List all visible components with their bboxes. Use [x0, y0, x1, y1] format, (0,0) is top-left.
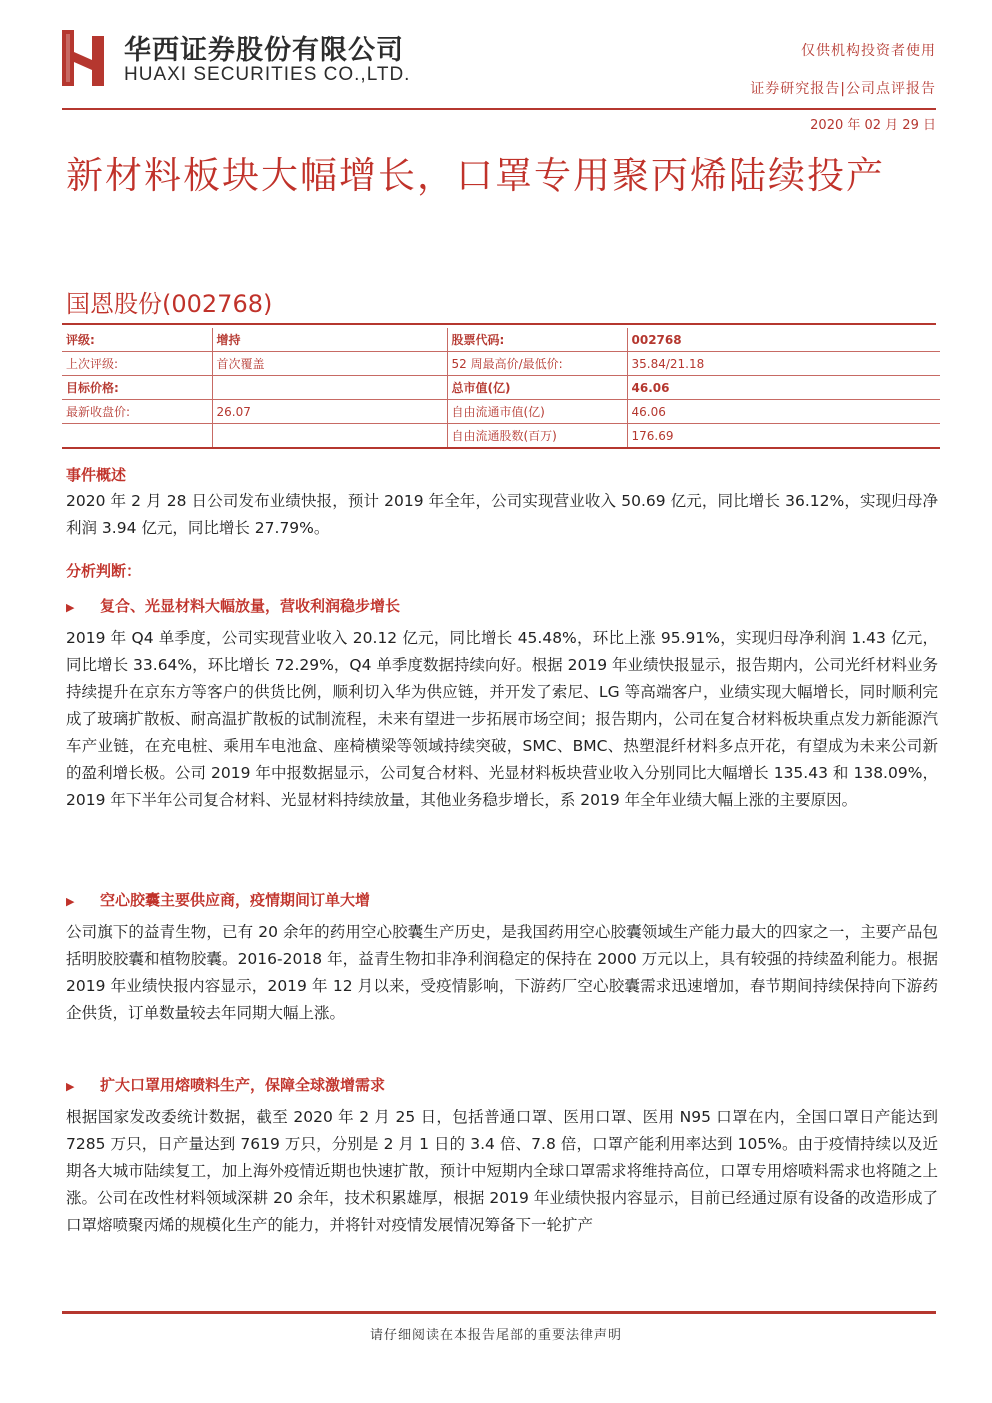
table-cell: 35.84/21.18 [627, 352, 940, 376]
triangle-bullet-icon: ▶ [66, 1080, 75, 1093]
triangle-bullet-icon: ▶ [66, 895, 75, 908]
table-top-divider [62, 323, 936, 325]
table-cell: 46.06 [627, 400, 940, 424]
table-cell: 自由流通股数(百万) [447, 424, 627, 449]
table-cell: 176.69 [627, 424, 940, 449]
bullet-heading-text: 复合、光显材料大幅放量，营收利润稳步增长 [100, 597, 401, 615]
event-heading: 事件概述 [66, 466, 127, 484]
table-cell: 002768 [627, 328, 940, 352]
table-row [62, 352, 940, 376]
table-cell: 总市值(亿) [447, 376, 627, 400]
audience-label: 仅供机构投资者使用 [801, 43, 936, 59]
table-row [62, 424, 940, 449]
report-category: 证券研究报告|公司点评报告 [750, 81, 936, 97]
table-row [62, 400, 940, 424]
table-cell: 评级: [62, 328, 212, 352]
bullet-heading-text: 扩大口罩用熔喷料生产，保障全球激增需求 [100, 1076, 386, 1094]
table-cell: 上次评级: [62, 352, 212, 376]
bullet-heading-2 [66, 889, 370, 910]
report-title: 新材料板块大幅增长，口罩专用聚丙烯陆续投产 [66, 154, 885, 197]
table-cell: 26.07 [212, 400, 447, 424]
table-cell [212, 424, 447, 449]
bullet-paragraph-3: 根据国家发改委统计数据，截至 2020 年 2 月 25 日，包括普通口罩、医用口罩、医用 N95 口罩在内，全国口罩日产能达到 7285 万只，日产量达到 7619 万只，分别是 2 月 1 日的 3.4 倍、7.8 倍，口罩产能利用率达到 105%。由于疫情持续以及近期各大城市陆续复工，加上海外疫情近期也快速扩散，预计中短期内全球口罩需求将维持高位，口罩专用熔喷料需求也将随之上涨。公司在改性材料领域深耕 20 余年，技术积累雄厚，根据 2019 年业绩快报内容显示，目前已经通过原有设备的改造形成了口罩熔喷聚丙烯的规模化生产的能力，并将针对疫情发展情况筹备下一轮扩产 [66, 1108, 938, 1234]
event-paragraph: 2020 年 2 月 28 日公司发布业绩快报，预计 2019 年全年，公司实现营业收入 50.69 亿元，同比增长 36.12%，实现归母净利润 3.94 亿元，同比增长 27.79%。 [66, 492, 938, 537]
table-cell [212, 376, 447, 400]
triangle-bullet-icon: ▶ [66, 601, 75, 614]
company-name-cn: 华西证券股份有限公司 [124, 35, 404, 66]
bullet-heading-1 [66, 595, 400, 616]
table-cell: 增持 [212, 328, 447, 352]
table-cell: 目标价格: [62, 376, 212, 400]
table-row [62, 376, 940, 400]
table-cell: 52 周最高价/最低价: [447, 352, 627, 376]
stock-info-table [62, 328, 940, 449]
table-cell: 自由流通市值(亿) [447, 400, 627, 424]
report-date: 2020 年 02 月 29 日 [810, 118, 936, 133]
table-cell: 最新收盘价: [62, 400, 212, 424]
table-cell [62, 424, 212, 449]
huaxi-logo-icon [62, 30, 106, 86]
header-divider [62, 108, 936, 110]
company-name-en: HUAXI SECURITIES CO.,LTD. [124, 64, 411, 85]
bullet-heading-text: 空心胶囊主要供应商，疫情期间订单大增 [100, 891, 371, 909]
legal-notice: 请仔细阅读在本报告尾部的重要法律声明 [369, 1328, 622, 1343]
table-cell: 46.06 [627, 376, 940, 400]
analysis-heading: 分析判断： [66, 562, 142, 580]
footer-divider [62, 1311, 936, 1314]
bullet-heading-3 [66, 1074, 385, 1095]
table-row [62, 328, 940, 352]
bullet-paragraph-1: 2019 年 Q4 单季度，公司实现营业收入 20.12 亿元，同比增长 45.48%，环比上涨 95.91%，实现归母净利润 1.43 亿元，同比增长 33.64%，环比增长 72.29%，Q4 单季度数据持续向好。根据 2019 年业绩快报显示，报告期内，公司光纤材料业务持续提升在京东方等客户的供货比例，顺利切入华为供应链，并开发了索尼、LG 等高端客户，业绩实现大幅增长，同时顺利完成了玻璃扩散板、耐高温扩散板的试制流程，未来有望进一步拓展市场空间；报告期内，公司在复合材料板块重点发力新能源汽车产业链，在充电桩、乘用车电池盒、座椅横梁等领域持续突破，SMC、BMC、热塑混纤材料多点开花，有望成为未来公司新的盈利增长极。公司 2019 年中报数据显示，公司复合材料、光显材料板块营业收入分别同比大幅增长 135.43 和 138.09%，2019 年下半年公司复合材料、光显材料持续放量，其他业务稳步增长，系 2019 年全年业绩大幅上涨的主要原因。 [66, 629, 938, 809]
table-cell: 首次覆盖 [212, 352, 447, 376]
company-ticker: 国恩股份(002768) [66, 290, 273, 318]
bullet-paragraph-2: 公司旗下的益青生物，已有 20 余年的药用空心胶囊生产历史，是我国药用空心胶囊领域生产能力最大的四家之一，主要产品包括明胶胶囊和植物胶囊。2016-2018 年，益青生物扣非净利润稳定的保持在 2000 万元以上，具有较强的持续盈利能力。根据 2019 年业绩快报内容显示，2019 年 12 月以来，受疫情影响，下游药厂空心胶囊需求迅速增加，春节期间持续保持向下游药企供货，订单数量较去年同期大幅上涨。 [66, 923, 938, 1022]
table-cell: 股票代码: [447, 328, 627, 352]
